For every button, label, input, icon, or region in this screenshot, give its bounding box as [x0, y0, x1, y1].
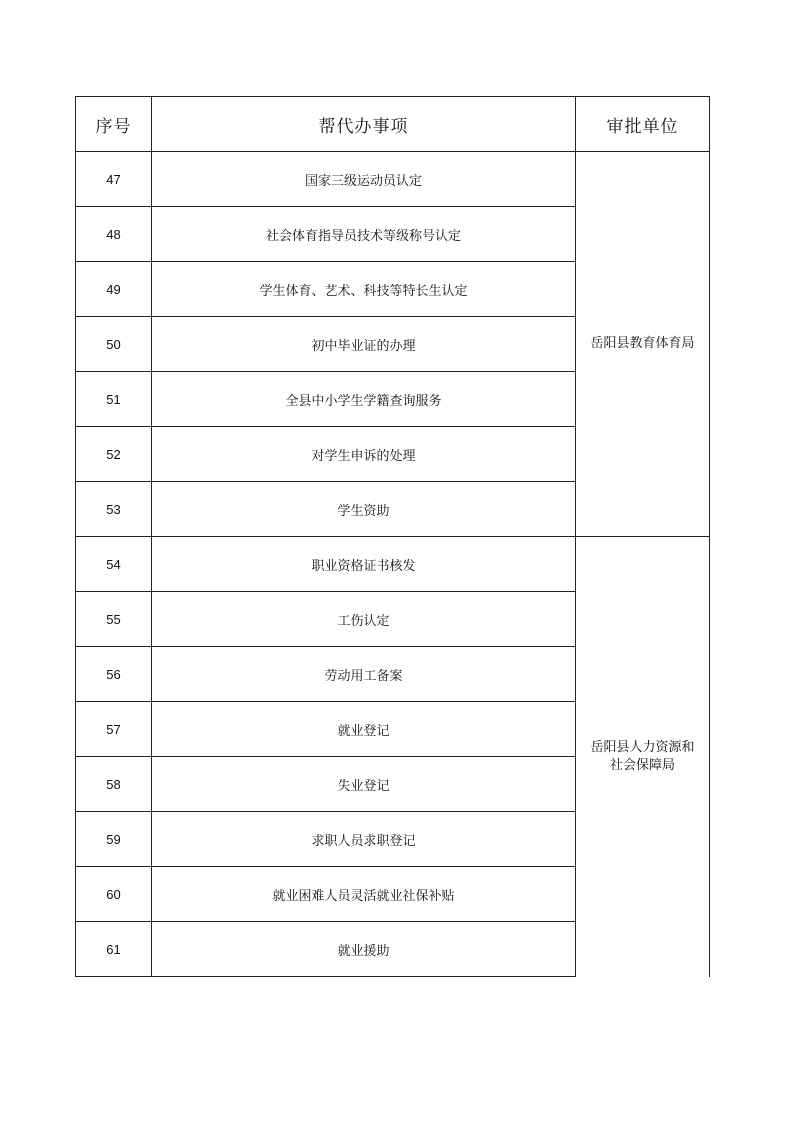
row-item: 社会体育指导员技术等级称号认定: [152, 207, 576, 262]
row-item: 就业登记: [152, 702, 576, 757]
row-item: 劳动用工备案: [152, 647, 576, 702]
row-item: 失业登记: [152, 757, 576, 812]
row-item: 学生资助: [152, 482, 576, 537]
row-seq: 51: [76, 372, 152, 427]
row-seq: 47: [76, 152, 152, 207]
service-table: [75, 96, 710, 977]
row-seq: 59: [76, 812, 152, 867]
row-item: 求职人员求职登记: [152, 812, 576, 867]
table-row: [76, 152, 710, 207]
row-seq: 56: [76, 647, 152, 702]
row-item: 就业困难人员灵活就业社保补贴: [152, 867, 576, 922]
row-item: 初中毕业证的办理: [152, 317, 576, 372]
approval-unit-education: 岳阳县教育体育局: [576, 152, 710, 537]
row-item: 全县中小学生学籍查询服务: [152, 372, 576, 427]
row-item: 工伤认定: [152, 592, 576, 647]
header-row: [76, 97, 710, 152]
header-item: 帮代办事项: [152, 97, 576, 152]
row-seq: 48: [76, 207, 152, 262]
approval-unit-hrss-line1: 岳阳县人力资源和: [590, 739, 695, 755]
row-seq: 49: [76, 262, 152, 317]
row-seq: 57: [76, 702, 152, 757]
row-seq: 54: [76, 537, 152, 592]
approval-unit-hrss: [576, 537, 710, 977]
row-item: 国家三级运动员认定: [152, 152, 576, 207]
row-seq: 52: [76, 427, 152, 482]
row-item: 就业援助: [152, 922, 576, 977]
row-seq: 58: [76, 757, 152, 812]
row-seq: 55: [76, 592, 152, 647]
approval-unit-hrss-line2: 社会保障局: [609, 757, 675, 773]
row-seq: 50: [76, 317, 152, 372]
row-item: 职业资格证书核发: [152, 537, 576, 592]
table-row: [76, 537, 710, 592]
row-seq: 60: [76, 867, 152, 922]
header-unit: 审批单位: [576, 97, 710, 152]
row-seq: 61: [76, 922, 152, 977]
row-seq: 53: [76, 482, 152, 537]
row-item: 对学生申诉的处理: [152, 427, 576, 482]
row-item: 学生体育、艺术、科技等特长生认定: [152, 262, 576, 317]
header-seq: 序号: [76, 97, 152, 152]
